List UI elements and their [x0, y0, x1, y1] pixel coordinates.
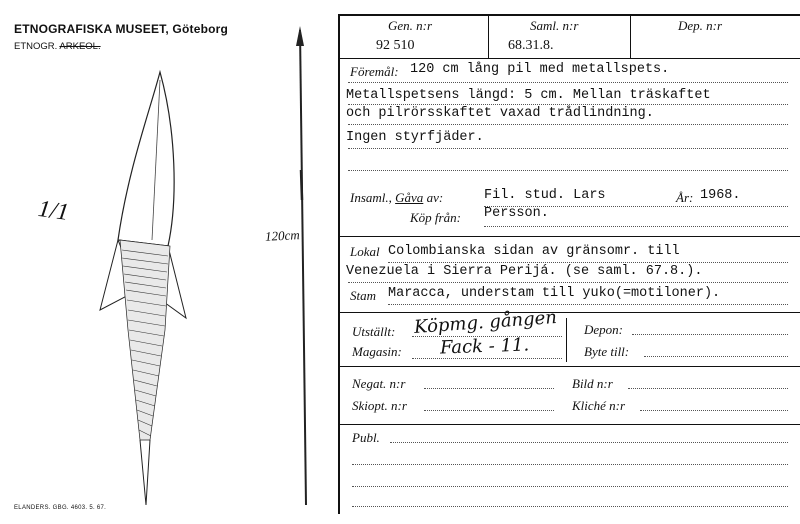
cliche-label: Kliché n:r: [572, 398, 626, 413]
depon-label: Depon:: [584, 322, 623, 337]
card-top-border: [338, 14, 800, 16]
lokal-value-1: Colombianska sidan av gränsomr. till: [388, 244, 680, 259]
rule: [390, 442, 788, 443]
card-left-border: [338, 14, 340, 514]
section-divider-3: [338, 366, 800, 367]
rule: [640, 410, 788, 411]
rule: [348, 124, 788, 125]
rule: [348, 148, 788, 149]
utstallt-value: Köpmg. gången: [413, 307, 558, 338]
saml-value: 68.31.8.: [508, 38, 554, 53]
stam-value: Maracca, understam till yuko(=motiloner).: [388, 286, 721, 301]
header-col-divider-2: [630, 14, 631, 58]
rule: [348, 282, 788, 283]
byte-label: Byte till:: [584, 344, 630, 359]
lokal-label: Lokal: [350, 244, 380, 259]
header-divider: [338, 58, 800, 59]
magasin-value: Fack - 11.: [439, 334, 530, 359]
gava-label: Gåva: [395, 190, 424, 205]
section-divider-1: [338, 236, 800, 237]
section-divider-4: [338, 424, 800, 425]
printer-imprint: ELANDERS. GBG. 4603. 5. 67.: [14, 505, 107, 511]
length-note: 120cm: [264, 227, 301, 244]
header-col-divider-1: [488, 14, 489, 58]
rule: [388, 262, 788, 263]
publ-label: Publ.: [352, 430, 380, 445]
bild-label: Bild n:r: [572, 376, 613, 391]
desc-line-2: och pilrörsskaftet vaxad trådlindning.: [346, 106, 654, 121]
magasin-label: Magasin:: [352, 344, 402, 359]
rule: [628, 388, 788, 389]
rule: [348, 82, 788, 83]
dept-arkeol-struck: ARKEOL.: [59, 41, 101, 52]
negat-label: Negat. n:r: [352, 376, 406, 391]
ar-value: 1968.: [700, 188, 741, 203]
foremal-text: 120 cm lång pil med metallspets.: [410, 62, 670, 77]
stam-label: Stam: [350, 288, 376, 303]
kop-value: Persson.: [484, 206, 549, 221]
skiopt-label: Skiopt. n:r: [352, 398, 407, 413]
dept-etnogr: ETNOGR.: [14, 41, 58, 52]
rule: [412, 358, 562, 359]
rule: [352, 486, 788, 487]
desc-line-1: Metallspetsens längd: 5 cm. Mellan träskaftet: [346, 88, 711, 103]
kop-label: Köp från:: [410, 210, 461, 225]
section-divider-2: [338, 312, 800, 313]
utstallt-divider: [566, 318, 567, 362]
rule: [352, 464, 788, 465]
foremal-label: Föremål:: [350, 64, 399, 79]
lokal-value-2: Venezuela i Sierra Perijá. (se saml. 67.8.).: [346, 264, 703, 279]
rule: [348, 104, 788, 105]
insaml-line: [350, 190, 443, 206]
rule: [424, 410, 554, 411]
desc-line-3: Ingen styrfjäder.: [346, 130, 484, 145]
rule: [348, 170, 788, 171]
ar-label: År:: [676, 190, 694, 205]
rule: [388, 304, 788, 305]
gen-value: 92 510: [376, 38, 415, 53]
insaml-label: Insaml.,: [350, 190, 392, 205]
museum-name: ETNOGRAFISKA MUSEET, Göteborg: [14, 22, 229, 36]
rule: [352, 506, 788, 507]
scale-note: 1/1: [36, 195, 71, 227]
rule: [632, 334, 788, 335]
rule: [424, 388, 554, 389]
dep-label: Dep. n:r: [678, 18, 723, 33]
insaml-value: Fil. stud. Lars: [484, 188, 606, 203]
utstallt-label: Utställt:: [352, 324, 396, 339]
rule: [484, 226, 788, 227]
saml-label: Saml. n:r: [530, 18, 579, 33]
gen-label: Gen. n:r: [388, 18, 433, 33]
av-label: av:: [426, 190, 444, 205]
rule: [644, 356, 788, 357]
